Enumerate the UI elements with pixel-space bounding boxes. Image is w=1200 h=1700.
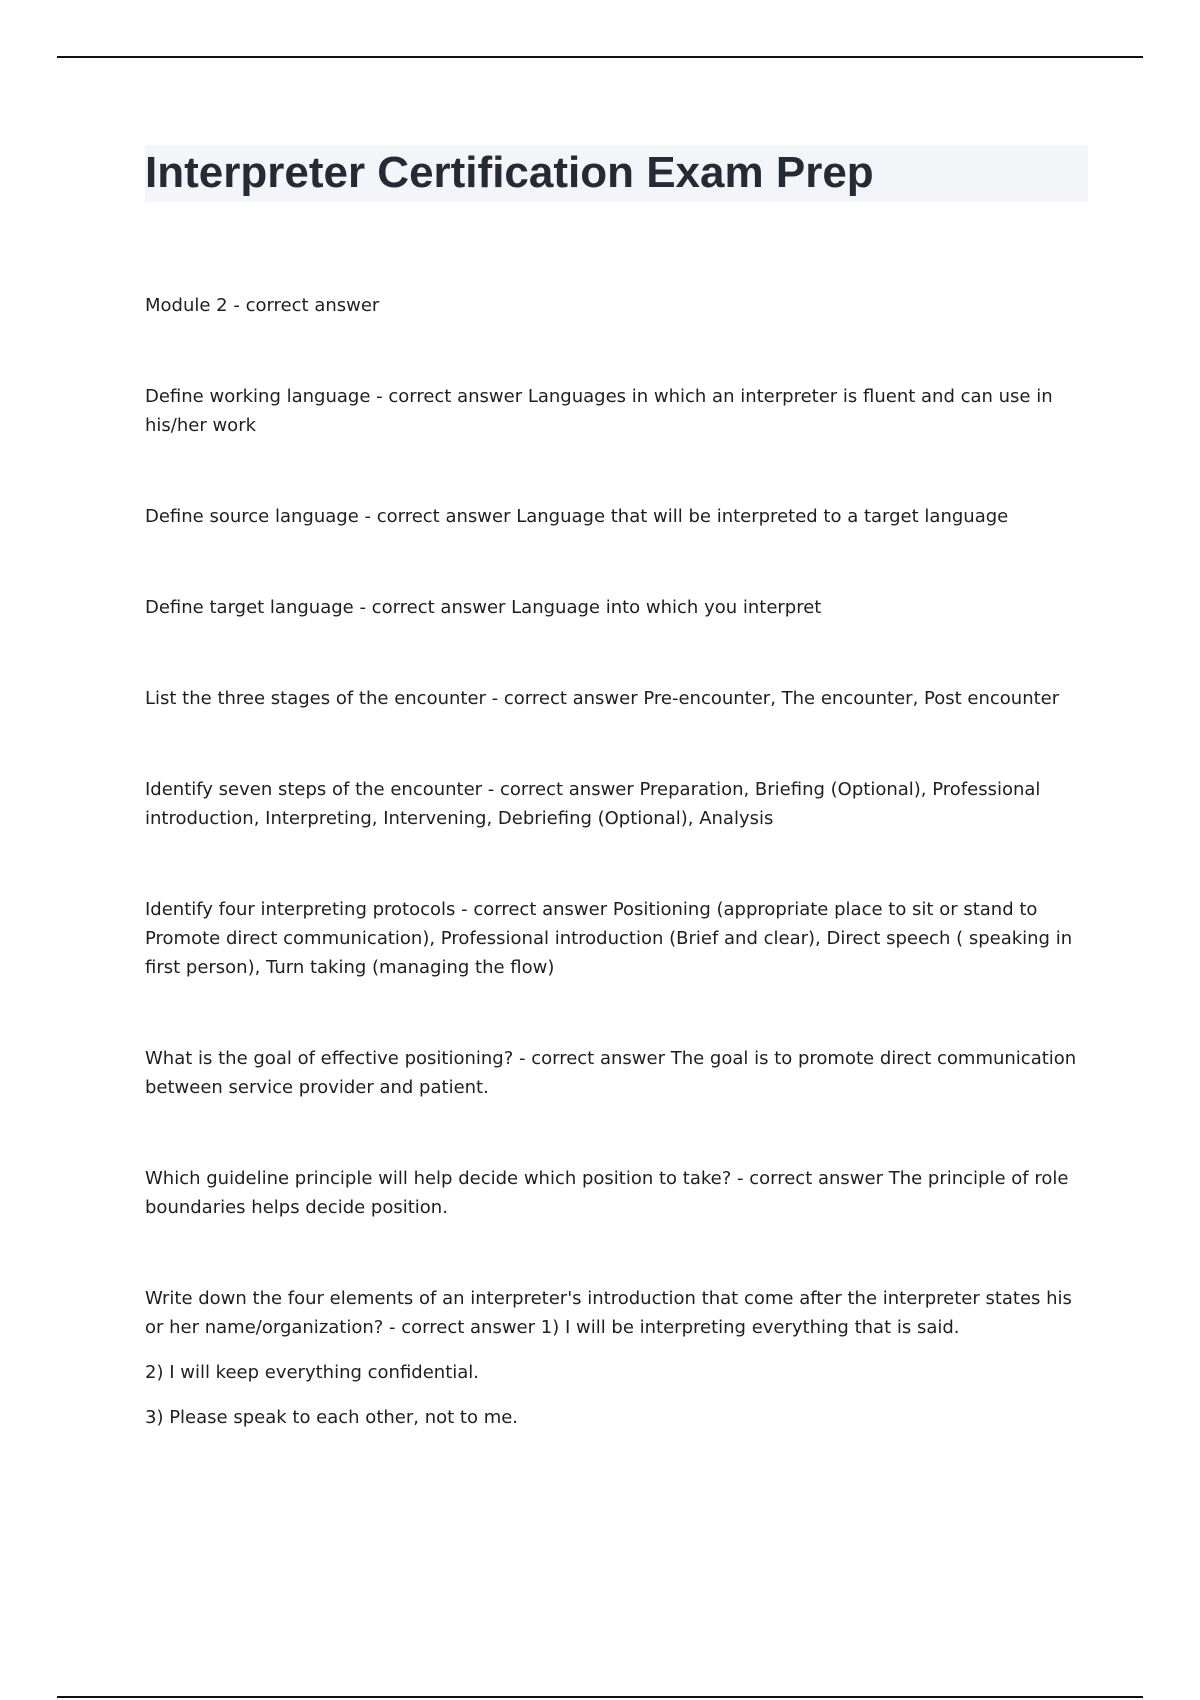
top-rule <box>57 56 1143 58</box>
qa-item: Identify four interpreting protocols - correct answer Positioning (appropriate place to sit or stand to Promote direct communication), Professional introduction (Brief and clear), Direct speech ( speaking in first person), Turn taking (managing the flow) <box>145 899 1073 978</box>
document-title: Interpreter Certification Exam Prep <box>145 148 874 197</box>
qa-item: Define working language - correct answer Languages in which an interpreter is fluent and can use in his/her work <box>145 386 1053 436</box>
qa-item: Identify seven steps of the encounter - correct answer Preparation, Briefing (Optional), Professional introduction, Interpreting, Intervening, Debriefing (Optional), Analysis <box>145 779 1041 829</box>
document-body <box>145 291 1085 1432</box>
qa-item: Define target language - correct answer Language into which you interpret <box>145 597 822 618</box>
qa-item: List the three stages of the encounter - correct answer Pre-encounter, The encounter, Post encounter <box>145 688 1060 709</box>
qa-continuation-line: 3) Please speak to each other, not to me. <box>145 1407 519 1428</box>
qa-item: Which guideline principle will help decide which position to take? - correct answer The principle of role boundaries helps decide position. <box>145 1168 1069 1218</box>
qa-item: Module 2 - correct answer <box>145 295 380 316</box>
qa-item: What is the goal of effective positioning? - correct answer The goal is to promote direct communication between service provider and patient. <box>145 1048 1077 1098</box>
bottom-rule <box>57 1696 1143 1698</box>
qa-item: Define source language - correct answer Language that will be interpreted to a target language <box>145 506 1009 527</box>
qa-continuation-line: 2) I will keep everything confidential. <box>145 1362 480 1383</box>
qa-item: Write down the four elements of an interpreter's introduction that come after the interpreter states his or her name/organization? - correct answer 1) I will be interpreting everything that is said. <box>145 1288 1072 1338</box>
